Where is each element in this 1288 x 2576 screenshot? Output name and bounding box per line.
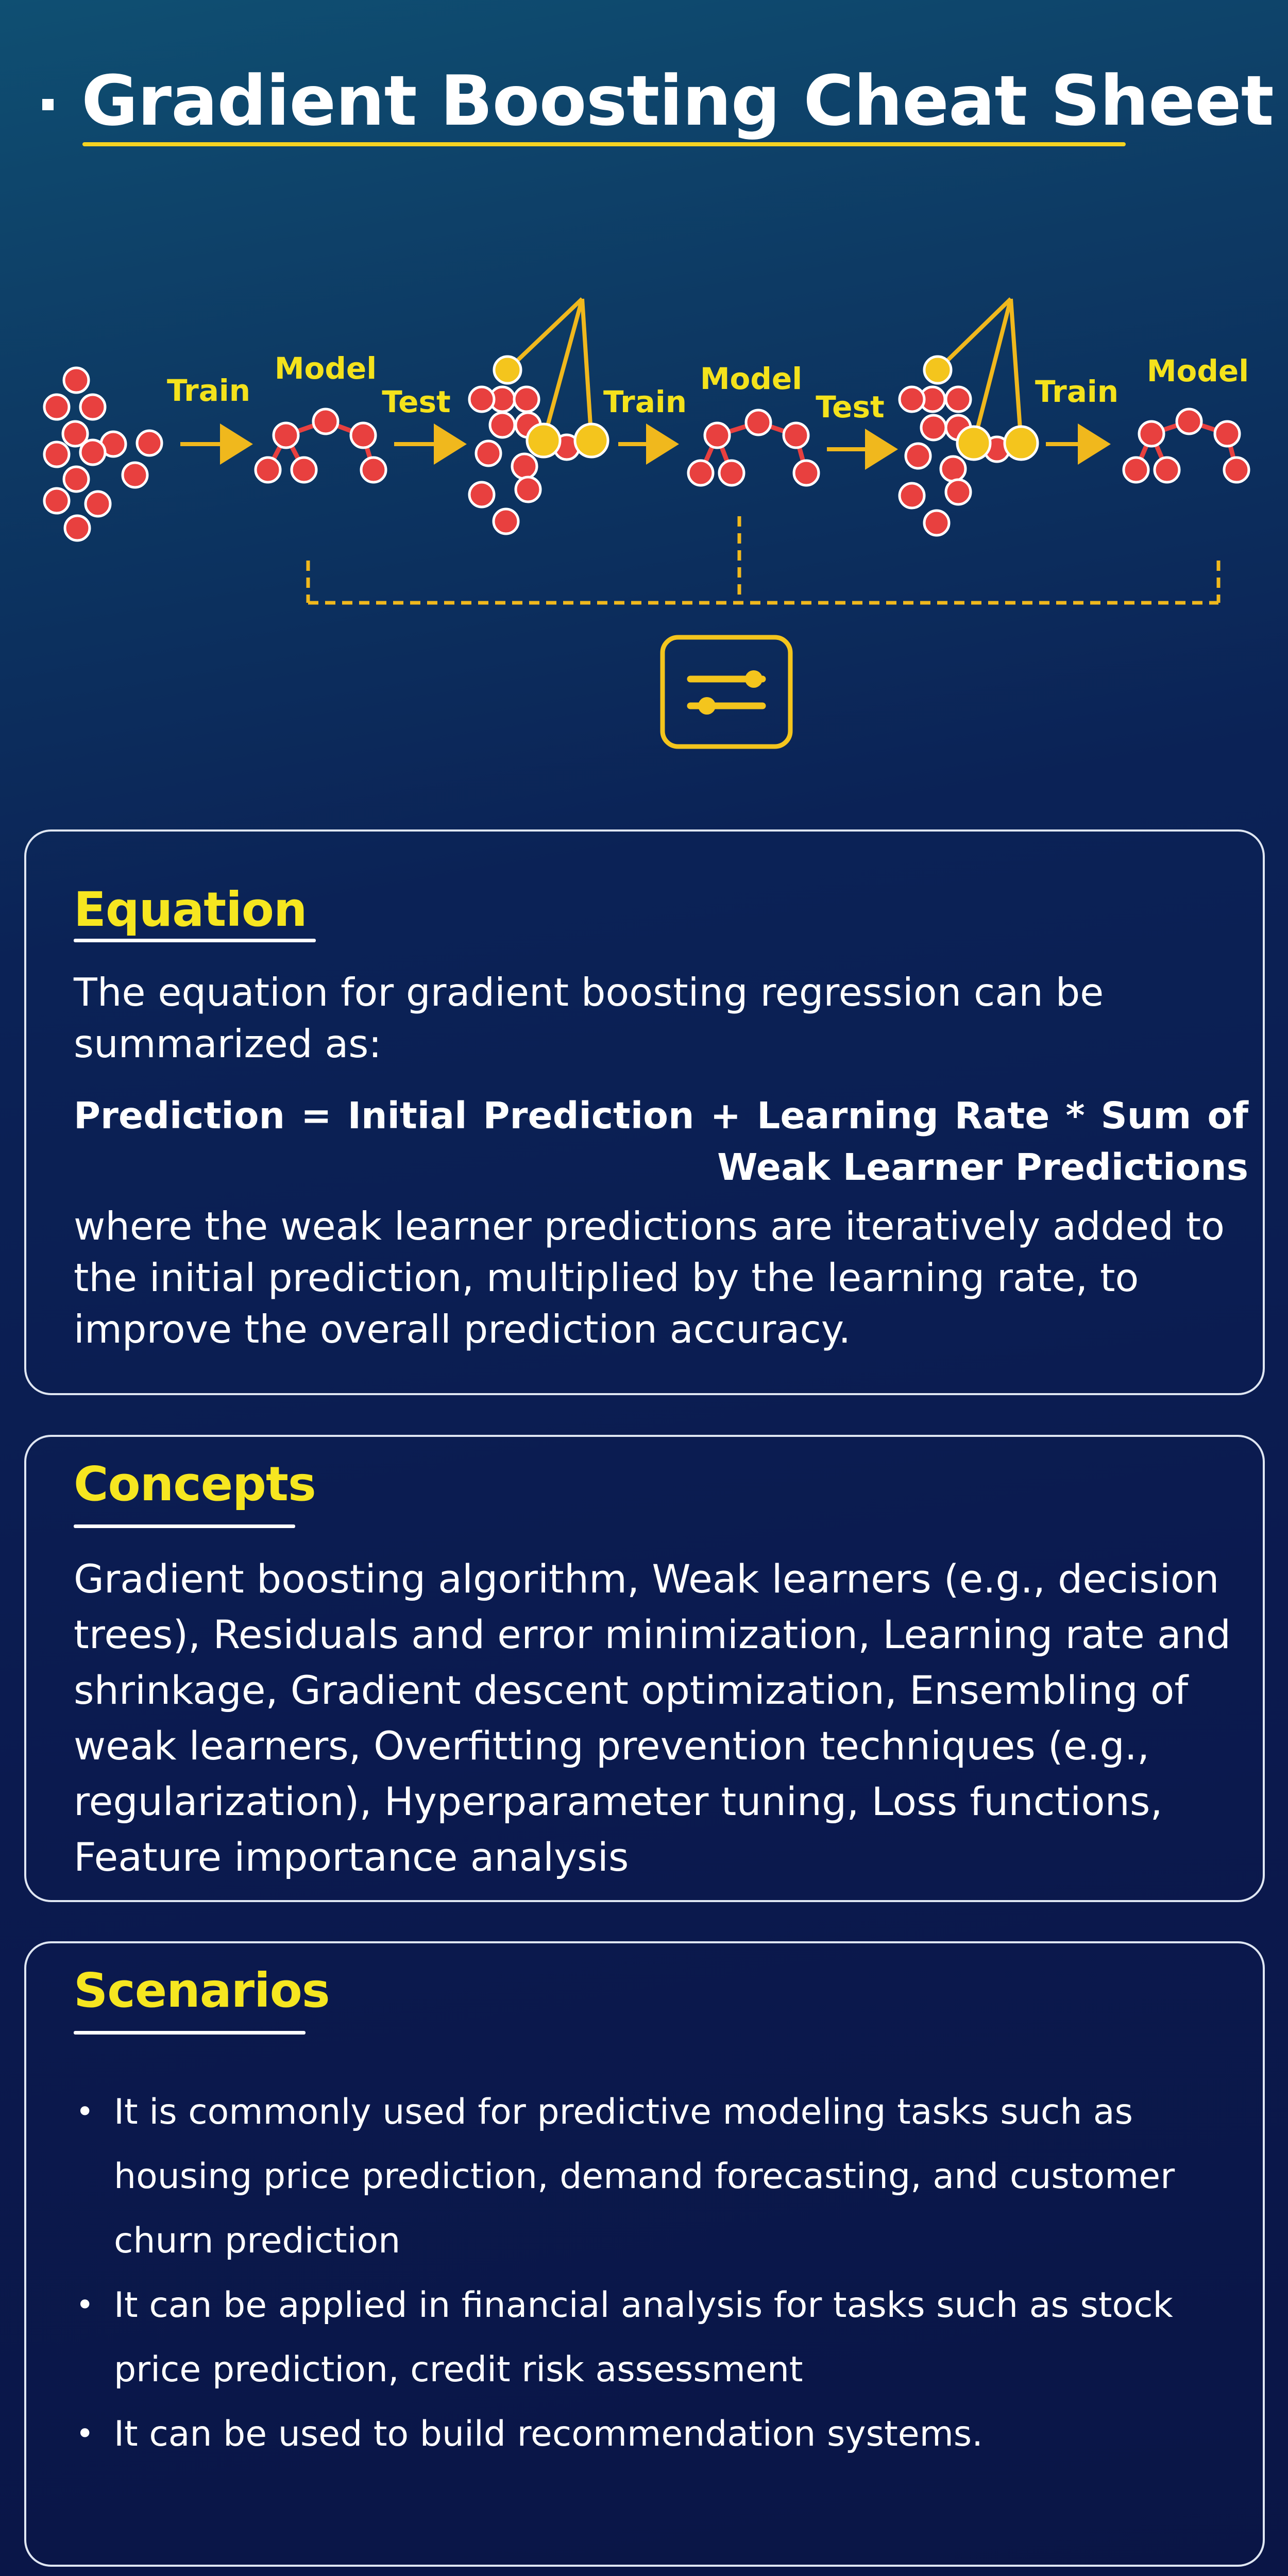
heading-underline: [74, 939, 316, 942]
dataset-cluster: [44, 368, 162, 540]
bullet-dot: •: [76, 2287, 94, 2323]
list-item-text: It can be used to build recommendation systems.: [114, 2414, 983, 2454]
model-label: Model: [1146, 353, 1249, 388]
scenarios-card: [24, 1941, 1265, 2567]
dataset-cluster-weighted: [900, 299, 1038, 535]
bullet-dot: •: [76, 2094, 94, 2130]
bullet-dot: •: [76, 2416, 94, 2452]
model-tree: [688, 410, 819, 485]
concepts-card: [24, 1435, 1265, 1902]
boosting-diagram: [0, 278, 1288, 793]
equation-formula: Prediction = Initial Prediction + Learning Rate * Sum of Weak Learner Predictions: [74, 1094, 1248, 1189]
list-item: [74, 2273, 1238, 2402]
heading-underline: [74, 1524, 295, 1528]
concepts-heading: Concepts: [74, 1456, 316, 1512]
dashed-bracket: [308, 516, 1218, 603]
list-item: [74, 2080, 1238, 2273]
title-bullet: [42, 99, 54, 110]
train-label: Train: [166, 373, 251, 408]
title-underline: [82, 142, 1126, 146]
model-tree: [256, 409, 386, 482]
sliders-icon: [663, 637, 790, 747]
model-label: Model: [274, 351, 377, 386]
equation-card: [24, 829, 1265, 1395]
list-item-text: It can be applied in financial analysis for tasks such as stock price prediction, credit risk assessment: [114, 2285, 1173, 2390]
test-label: Test: [382, 384, 451, 419]
equation-heading: Equation: [74, 882, 307, 937]
concepts-text: Gradient boosting algorithm, Weak learners (e.g., decision trees), Residuals and error minimization, Learning rate and shrinkage, Gradient descent optimization, Ensembling of weak learners, Overfitting prevention techniques (e.g., regularization), Hyperparameter tuning, Loss functions, Feature importance analysis: [74, 1556, 1231, 1880]
train-label: Train: [603, 384, 687, 419]
page-title: Gradient Boosting Cheat Sheet: [81, 61, 1274, 141]
scenarios-list: [74, 2080, 1238, 2466]
model-label: Model: [700, 361, 803, 396]
list-item-text: It is commonly used for predictive modeling tasks such as housing price prediction, demand forecasting, and customer churn prediction: [114, 2092, 1175, 2261]
scenarios-heading: Scenarios: [74, 1963, 330, 2018]
test-label: Test: [816, 389, 885, 425]
equation-intro: The equation for gradient boosting regression can be summarized as:: [74, 970, 1104, 1066]
model-tree: [1124, 409, 1249, 482]
equation-explanation: where the weak learner predictions are iteratively added to the initial prediction, multiplied by the learning rate, to improve the overall prediction accuracy.: [74, 1204, 1225, 1352]
dataset-cluster-weighted: [469, 299, 608, 534]
list-item: [74, 2402, 1238, 2466]
train-label: Train: [1035, 374, 1119, 409]
heading-underline: [74, 2031, 306, 2035]
